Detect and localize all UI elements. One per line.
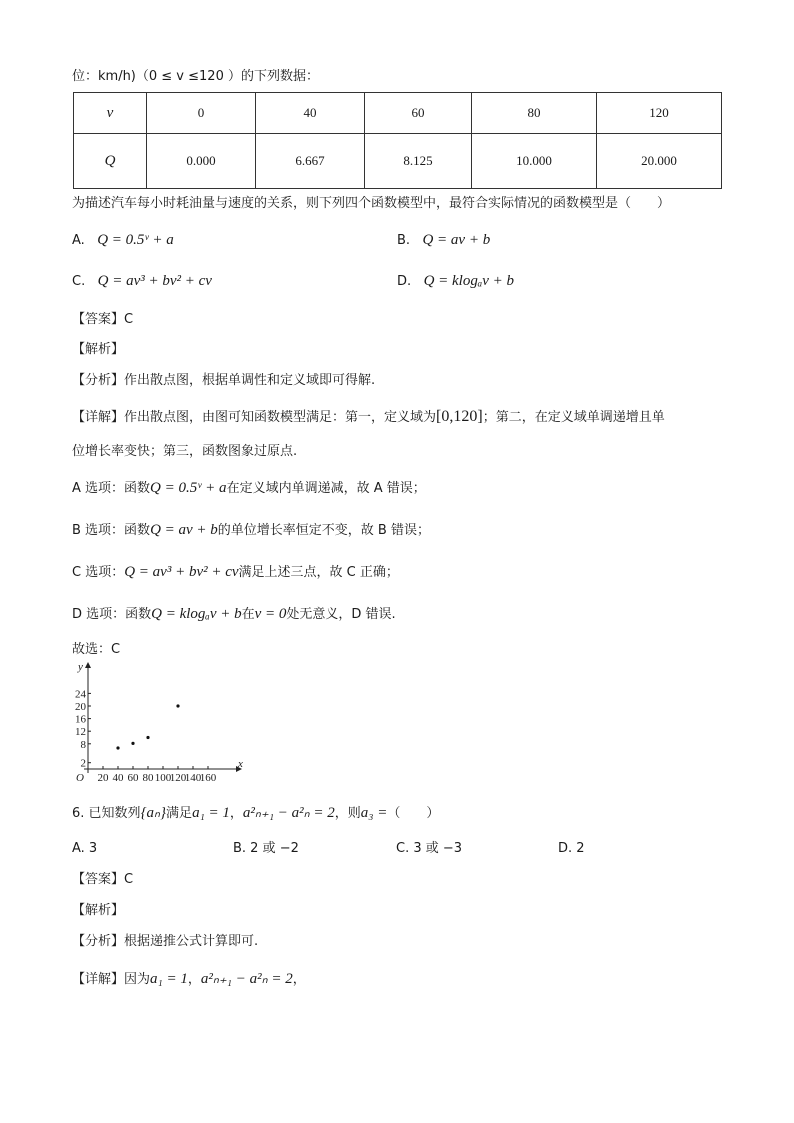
- table-row: [74, 93, 722, 134]
- answer-tag: 【答案】: [72, 872, 125, 887]
- x-tick-label: 100: [154, 772, 172, 784]
- option-letter: D.: [397, 274, 412, 289]
- table-cell: 8.125: [365, 134, 472, 189]
- y-tick-label: 16: [75, 713, 86, 726]
- q5-option-a: [72, 231, 174, 250]
- data-point: [176, 704, 179, 707]
- data-points: [116, 704, 179, 749]
- stem-text: 已知数列: [88, 806, 141, 821]
- domain-interval: [0,120]: [436, 408, 483, 425]
- answer-value: C: [124, 872, 134, 887]
- y-ticks: [75, 688, 91, 769]
- option-letter: A.: [72, 233, 85, 248]
- y-tick-label: 2: [80, 757, 86, 770]
- scatter-plot: [66, 660, 256, 785]
- explain-formula: Q = 0.5ᵛ + a: [150, 480, 227, 496]
- q5-option-c: [72, 272, 212, 291]
- xiangjie-text: ，: [292, 972, 306, 987]
- fenxi-tag: 【分析】: [72, 373, 125, 388]
- header-line: 位：km/h)（0 ≤ v ≤120 ）的下列数据：: [72, 69, 319, 84]
- q5-option-b-explain: [72, 521, 430, 540]
- q5-question: 为描述汽车每小时耗油量与速度的关系，则下列四个函数模型中，最符合实际情况的函数模型是（ ）: [72, 196, 671, 211]
- data-point: [131, 742, 134, 745]
- option-formula: Q = av³ + bv² + cv: [97, 273, 212, 289]
- explain-text: 在: [241, 607, 255, 622]
- q6-option-d: D. 2: [558, 841, 585, 856]
- table-cell: 120: [597, 93, 722, 134]
- xiangjie-text: 作出散点图，由图可知函数模型满足：第一，定义域为: [124, 410, 437, 425]
- question-number: 6.: [72, 806, 85, 821]
- table-cell: 6.667: [256, 134, 365, 189]
- explain-formula: Q = av + b: [150, 522, 218, 538]
- option-letter: C.: [72, 274, 86, 289]
- y-tick-label: 8: [80, 738, 86, 751]
- y-tick-label: 20: [75, 701, 86, 713]
- y-axis-label: y: [78, 661, 83, 673]
- table-cell: 40: [256, 93, 365, 134]
- explain-formula: Q = av³ + bv² + cv: [124, 564, 239, 580]
- explain-formula: Q = klogₐv + b: [151, 606, 242, 622]
- q5-fenxi: [72, 372, 375, 390]
- option-formula: Q = av + b: [422, 232, 491, 248]
- explain-text: 的单位增长率恒定不变，故 B 错误；: [217, 523, 430, 538]
- q6-analysis-tag: 【解析】: [72, 903, 125, 918]
- xiangjie-formula: a₁ = 1: [150, 971, 188, 987]
- table-cell: 60: [365, 93, 472, 134]
- stem-text: ，则: [334, 806, 361, 821]
- stem-formula: a²ₙ₊₁ − a²ₙ = 2: [242, 805, 335, 821]
- table-cell: 10.000: [472, 134, 597, 189]
- x-axis-label: x: [238, 758, 243, 770]
- xiangjie-tag: 【详解】: [72, 972, 125, 987]
- fenxi-text: 作出散点图，根据单调性和定义域即可得解.: [124, 373, 376, 388]
- stem-text: ，: [229, 806, 243, 821]
- explain-text: B 选项：函数: [72, 523, 151, 538]
- table-row: [74, 134, 722, 189]
- q6-stem: [72, 804, 439, 823]
- option-formula: Q = klogₐv + b: [423, 273, 515, 289]
- fenxi-text: 根据递推公式计算即可.: [124, 934, 259, 949]
- xiangjie-text: ，: [187, 972, 201, 987]
- stem-text: （ ）: [387, 806, 440, 821]
- q6-option-b: B. 2 或 −2: [233, 841, 299, 856]
- explain-formula: v = 0: [254, 606, 287, 622]
- data-table: [73, 92, 722, 189]
- table-row-label: v: [74, 93, 147, 134]
- origin-label: O: [76, 772, 84, 784]
- fenxi-tag: 【分析】: [72, 934, 125, 949]
- q5-choose: 故选：C: [72, 642, 121, 657]
- explain-text: C 选项：: [72, 565, 125, 580]
- q5-option-d: [397, 272, 514, 291]
- table-cell: 0.000: [147, 134, 256, 189]
- answer-tag: 【答案】: [72, 312, 125, 327]
- y-tick-label: 12: [75, 726, 86, 739]
- xiangjie-tag: 【详解】: [72, 410, 125, 425]
- stem-formula: a₃ =: [360, 805, 388, 821]
- table-row-label: Q: [74, 134, 147, 189]
- option-formula: Q = 0.5ᵛ + a: [97, 232, 174, 248]
- x-tick-label: 160: [199, 772, 217, 784]
- xiangjie-formula: a²ₙ₊₁ − a²ₙ = 2: [200, 971, 293, 987]
- q5-option-d-explain: [72, 605, 396, 624]
- stem-text: 满足: [166, 806, 193, 821]
- q5-analysis-tag: 【解析】: [72, 342, 125, 357]
- stem-formula: a₁ = 1: [192, 805, 230, 821]
- x-tick-label: 140: [184, 772, 202, 784]
- x-tick-label: 60: [127, 772, 139, 784]
- option-letter: B.: [397, 233, 411, 248]
- q6-xiangjie: [72, 970, 306, 989]
- q6-fenxi: [72, 933, 258, 951]
- q5-option-b: [397, 231, 490, 250]
- x-tick-label: 80: [142, 772, 154, 784]
- y-axis-arrow: [85, 662, 91, 668]
- xiangjie-text: ；第二，在定义域单调递增且单: [482, 410, 665, 425]
- q6-option-a: A. 3: [72, 841, 98, 856]
- data-point: [116, 746, 119, 749]
- explain-text: A 选项：函数: [72, 481, 151, 496]
- q5-answer: [72, 311, 133, 329]
- y-tick-label: 24: [75, 688, 86, 701]
- explain-text: D 选项：函数: [72, 607, 152, 622]
- data-point: [146, 736, 149, 739]
- q6-option-c: C. 3 或 −3: [396, 841, 463, 856]
- explain-text: 处无意义，D 错误.: [286, 607, 396, 622]
- q5-xiangjie-line1: [72, 408, 665, 427]
- q6-answer: [72, 871, 133, 889]
- q5-option-c-explain: [72, 563, 399, 582]
- x-tick-label: 20: [97, 772, 109, 784]
- x-tick-label: 120: [169, 772, 187, 784]
- table-cell: 80: [472, 93, 597, 134]
- xiangjie-text: 因为: [124, 972, 151, 987]
- table-cell: 0: [147, 93, 256, 134]
- explain-text: 在定义域内单调递减，故 A 错误；: [226, 481, 426, 496]
- q5-xiangjie-line2: 位增长率变快；第三，函数图象过原点.: [72, 444, 298, 459]
- stem-formula: {aₙ}: [140, 805, 167, 821]
- q5-option-a-explain: [72, 479, 426, 498]
- x-tick-label: 40: [112, 772, 124, 784]
- answer-value: C: [124, 312, 134, 327]
- table-cell: 20.000: [597, 134, 722, 189]
- explain-text: 满足上述三点，故 C 正确；: [238, 565, 399, 580]
